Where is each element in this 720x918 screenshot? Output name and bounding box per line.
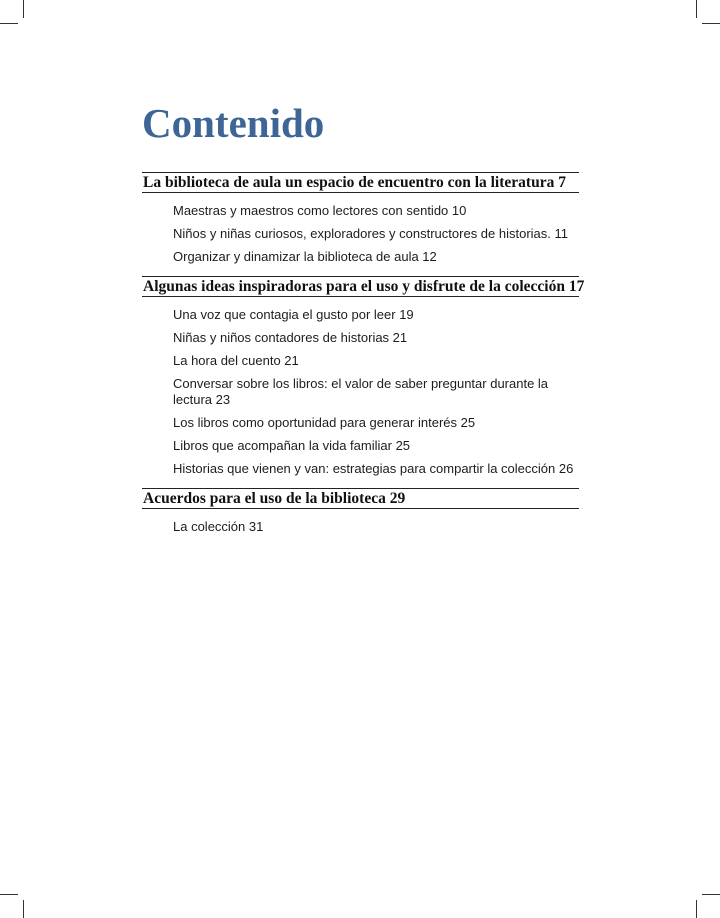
crop-mark-top-right-h xyxy=(702,23,720,24)
entry-list xyxy=(142,193,579,276)
crop-mark-bottom-right xyxy=(696,900,697,918)
section-heading[interactable]: Acuerdos para el uso de la biblioteca 29 xyxy=(142,488,579,509)
toc-section xyxy=(142,488,579,536)
crop-mark-bottom-right-h xyxy=(702,894,720,895)
crop-mark-top-right xyxy=(696,0,697,18)
toc-entry[interactable]: Niñas y niños contadores de historias 21 xyxy=(173,329,408,345)
entry-list xyxy=(142,297,579,488)
toc-section xyxy=(142,172,579,276)
toc-entry[interactable]: Maestras y maestros como lectores con sentido 10 xyxy=(173,203,467,218)
page-title: Contenido xyxy=(142,100,325,146)
toc-entry[interactable]: Niños y niñas curiosos, exploradores y constructores de historias. 11 xyxy=(173,226,569,241)
crop-mark-bottom-left xyxy=(23,900,24,918)
section-heading[interactable]: Algunas ideas inspiradoras para el uso y disfrute de la colección 17 xyxy=(143,277,585,295)
crop-mark-top-left-h xyxy=(0,23,18,24)
entry-list xyxy=(142,509,579,536)
toc-section xyxy=(142,276,585,488)
toc-entry[interactable]: Libros que acompañan la vida familiar 25 xyxy=(173,438,411,453)
crop-mark-top-left xyxy=(23,0,24,18)
toc-entry[interactable]: La colección 31 xyxy=(173,518,264,534)
section-heading[interactable]: La biblioteca de aula un espacio de encuentro con la literatura 7 xyxy=(142,172,579,193)
crop-mark-bottom-left-h xyxy=(0,894,18,895)
toc-entry[interactable]: Una voz que contagia el gusto por leer 19 xyxy=(173,306,414,322)
toc-entry[interactable]: La hora del cuento 21 xyxy=(173,352,299,368)
toc-entry[interactable]: Organizar y dinamizar la biblioteca de aula 12 xyxy=(173,249,437,264)
toc-entry[interactable]: Conversar sobre los libros: el valor de saber preguntar durante la lectura 23 xyxy=(173,375,549,407)
toc-entry[interactable]: Los libros como oportunidad para generar interés 25 xyxy=(173,415,476,430)
table-of-contents xyxy=(142,172,585,535)
toc-entry[interactable]: Historias que vienen y van: estrategias para compartir la colección 26 xyxy=(173,461,574,476)
